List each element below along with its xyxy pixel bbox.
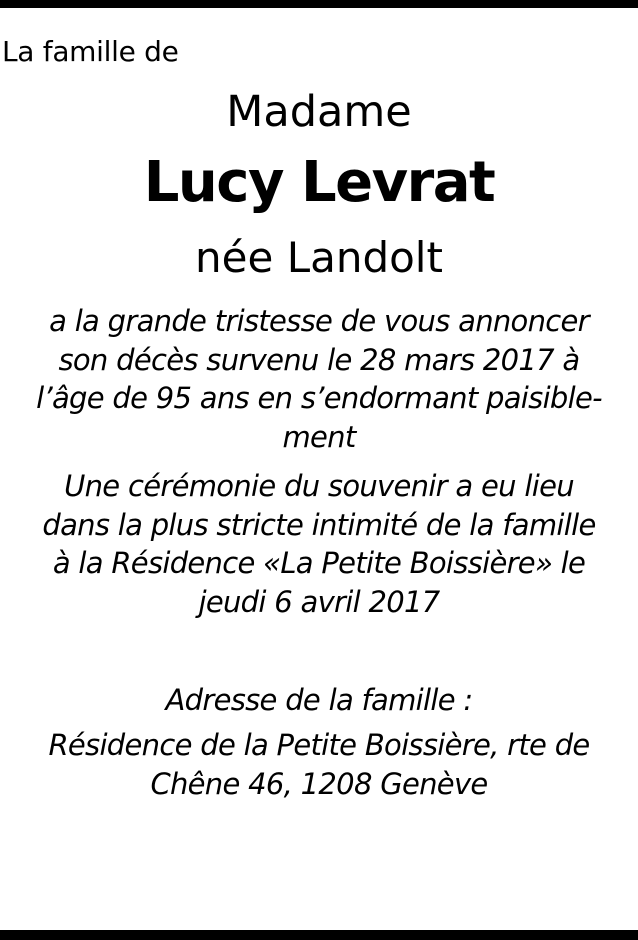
family-address xyxy=(0,726,638,803)
address-label xyxy=(0,681,638,720)
ceremony-line: dans la plus stricte intimité de la famille xyxy=(42,507,596,542)
intro-text: La famille de xyxy=(2,35,179,68)
ceremony-line: jeudi 6 avril 2017 xyxy=(198,584,440,619)
address-line: Chêne 46, 1208 Genève xyxy=(150,766,488,801)
salutation: Madame xyxy=(226,87,412,137)
maiden-name: née Landolt xyxy=(195,233,443,282)
announcement-line: l’âge de 95 ans en s’endormant paisible- xyxy=(36,381,602,415)
top-border xyxy=(0,0,638,8)
announcement-line: ment xyxy=(282,419,356,454)
address-line: Résidence de la Petite Boissière, rte de xyxy=(48,728,590,762)
ceremony-line: Une cérémonie du souvenir a eu lieu xyxy=(64,469,574,503)
announcement-line: son décès survenu le 28 mars 2017 à xyxy=(58,342,580,377)
announcement-line: a la grande tristesse de vous annoncer xyxy=(49,304,589,338)
ceremony-paragraph xyxy=(0,467,638,621)
ceremony-line: à la Résidence «La Petite Boissière» le xyxy=(52,546,586,580)
address-label-text: Adresse de la famille : xyxy=(165,683,473,717)
bottom-border xyxy=(0,930,638,940)
deceased-name: Lucy Levrat xyxy=(143,150,495,215)
announcement-paragraph xyxy=(0,302,638,456)
